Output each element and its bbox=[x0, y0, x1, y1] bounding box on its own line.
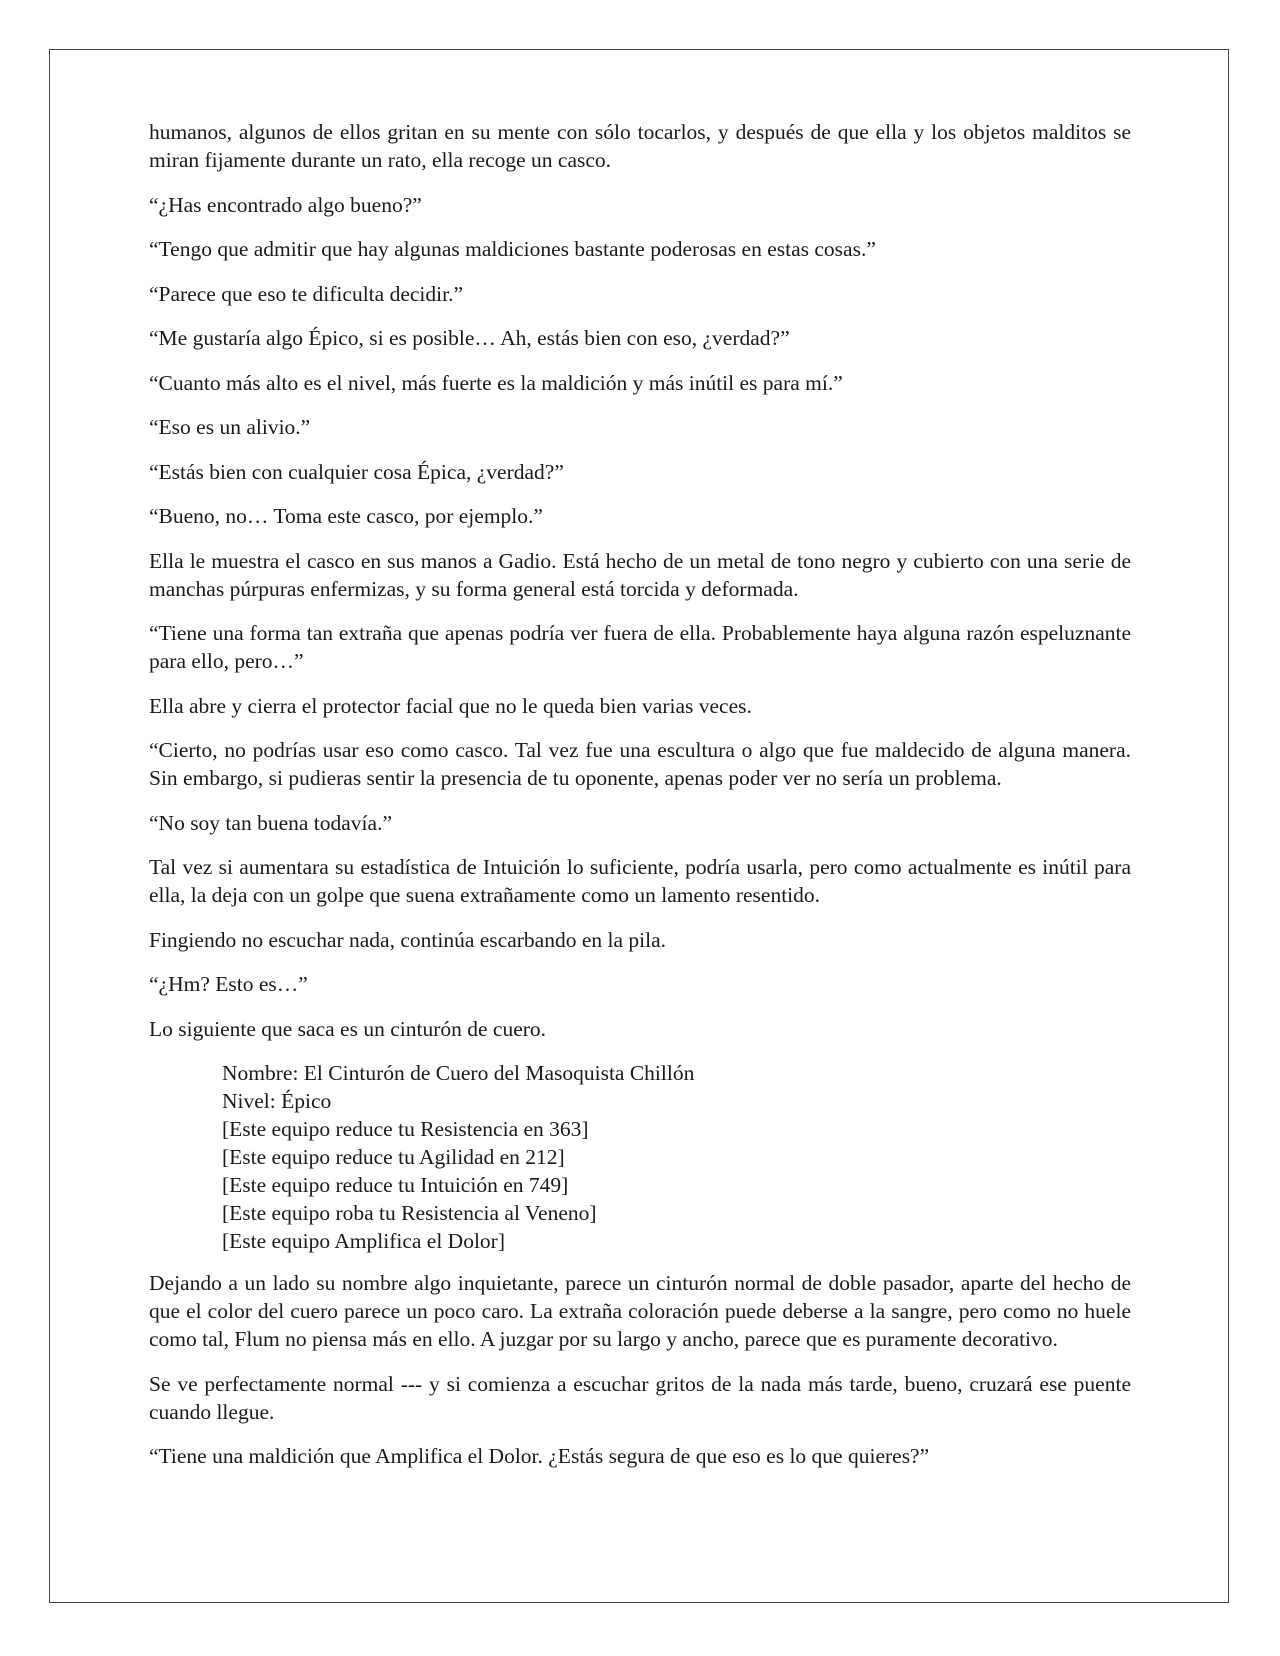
dialogue-line: “Me gustaría algo Épico, si es posible… Ah, estás bien con eso, ¿verdad?” bbox=[149, 326, 790, 350]
paragraph: Se ve perfectamente normal --- y si comienza a escuchar gritos de la nada más tarde, bueno, cruzará ese puente cuando llegue. bbox=[149, 1371, 1131, 1424]
item-effect: [Este equipo reduce tu Agilidad en 212] bbox=[222, 1145, 565, 1169]
document-body bbox=[149, 118, 1131, 1487]
dialogue-line: “Tengo que admitir que hay algunas maldiciones bastante poderosas en estas cosas.” bbox=[149, 237, 876, 261]
paragraph: Ella abre y cierra el protector facial que no le queda bien varias veces. bbox=[149, 693, 752, 718]
dialogue-line: “¿Hm? Esto es…” bbox=[149, 972, 308, 996]
paragraph: Lo siguiente que saca es un cinturón de cuero. bbox=[149, 1016, 547, 1041]
item-effect: [Este equipo Amplifica el Dolor] bbox=[222, 1229, 506, 1253]
dialogue-line: “Estás bien con cualquier cosa Épica, ¿verdad?” bbox=[149, 459, 564, 484]
dialogue-line: “Parece que eso te dificulta decidir.” bbox=[149, 281, 463, 306]
dialogue-line: “Bueno, no… Toma este casco, por ejemplo.” bbox=[149, 504, 543, 528]
paragraph: Tal vez si aumentara su estadística de Intuición lo suficiente, podría usarla, pero como actualmente es inútil para ella, la deja con un golpe que suena extrañamente como un lamento resentido. bbox=[149, 855, 1131, 907]
item-effect: [Este equipo reduce tu Intuición en 749] bbox=[222, 1173, 569, 1197]
paragraph: Fingiendo no escuchar nada, continúa escarbando en la pila. bbox=[149, 927, 667, 952]
paragraph: Ella le muestra el casco en sus manos a Gadio. Está hecho de un metal de tono negro y cubierto con una serie de manchas púrpuras enfermizas, y su forma general está torcida y deformada. bbox=[149, 548, 1131, 601]
dialogue-line: “Tiene una maldición que Amplifica el Dolor. ¿Estás segura de que eso es lo que quieres?” bbox=[149, 1444, 930, 1468]
dialogue-line: “No soy tan buena todavía.” bbox=[149, 810, 392, 835]
item-effect: [Este equipo reduce tu Resistencia en 363] bbox=[222, 1117, 589, 1141]
dialogue-line: “Cuanto más alto es el nivel, más fuerte es la maldición y más inútil es para mí.” bbox=[149, 370, 843, 395]
dialogue-line: “Eso es un alivio.” bbox=[149, 415, 311, 439]
dialogue-line: “¿Has encontrado algo bueno?” bbox=[149, 192, 422, 217]
paragraph: humanos, algunos de ellos gritan en su mente con sólo tocarlos, y después de que ella y los objetos malditos se miran fijamente durante un rato, ella recoge un casco. bbox=[149, 120, 1131, 172]
item-level: Nivel: Épico bbox=[222, 1089, 332, 1113]
item-effect: [Este equipo roba tu Resistencia al Veneno] bbox=[222, 1201, 597, 1225]
dialogue-paragraph: “Cierto, no podrías usar eso como casco. Tal vez fue una escultura o algo que fue maldecido de alguna manera. Sin embargo, si pudieras sentir la presencia de tu oponente, apenas poder ver no sería un problema. bbox=[149, 738, 1131, 790]
paragraph: Dejando a un lado su nombre algo inquietante, parece un cinturón normal de doble pasador, aparte del hecho de que el color del cuero parece un poco caro. La extraña coloración puede deberse a la sangre, pero como no huele como tal, Flum no piensa más en ello. A juzgar por su largo y ancho, parece que es puramente decorativo. bbox=[149, 1271, 1131, 1351]
item-name: Nombre: El Cinturón de Cuero del Masoquista Chillón bbox=[222, 1061, 695, 1085]
dialogue-paragraph: “Tiene una forma tan extraña que apenas podría ver fuera de ella. Probablemente haya alguna razón espeluznante para ello, pero…” bbox=[149, 621, 1131, 673]
item-status-block bbox=[222, 1059, 1131, 1255]
